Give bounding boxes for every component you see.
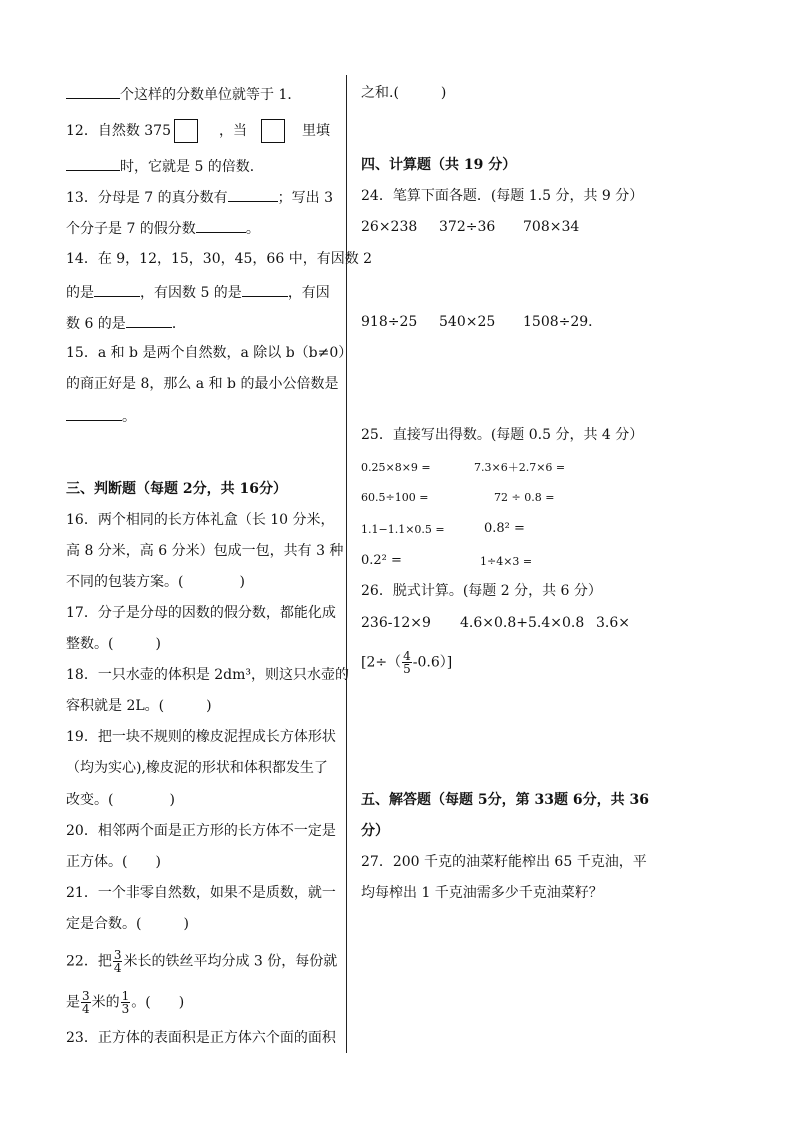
question-20-line1: 20．相邻两个面是正方形的长方体不一定是	[66, 823, 336, 839]
q26-expr-4: [2÷（ $\frac{4}{5}$ -0.6）]	[361, 649, 453, 676]
fraction: $\frac{4}{5}$	[403, 649, 411, 676]
question-16-line2: 高 8 分米，高 6 分米）包成一包，共有 3 种	[66, 543, 344, 559]
question-14-line1: 14．在 9，12，15，30，45，66 中，有因数 2	[66, 251, 373, 267]
fraction: $\frac{3}{4}$	[113, 948, 122, 975]
q25-expr-7: 0.2² =	[361, 553, 402, 568]
q24-expr-3: 708×34	[523, 219, 580, 235]
answer-blank[interactable]	[126, 313, 172, 328]
q26-expr-1: 236-12×9	[361, 615, 431, 631]
fraction: $\frac{1}{3}$	[121, 989, 130, 1016]
q25-expr-3: 60.5÷100 =	[361, 491, 429, 504]
question-25: 25．直接写出得数。(每题 0.5 分，共 4 分）	[361, 427, 644, 443]
answer-blank[interactable]	[242, 282, 288, 297]
question-22-line2: 是 $\frac{3}{4}$ 米的 $\frac{1}{3}$ 。( )	[66, 989, 185, 1016]
question-23-line2: 之和.( )	[361, 85, 447, 101]
question-15-line3: 。	[66, 406, 136, 426]
question-15-line2: 的商正好是 8，那么 a 和 b 的最小公倍数是	[66, 376, 339, 392]
q24-expr-5: 540×25	[439, 314, 496, 330]
question-21-line2: 定是合数。( )	[66, 916, 189, 932]
answer-blank[interactable]	[66, 156, 120, 171]
question-26: 26．脱式计算。(每题 2 分，共 6 分）	[361, 583, 602, 599]
q25-expr-8: 1÷4×3 =	[480, 555, 533, 568]
question-14-line3: 数 6 的是 ．	[66, 313, 186, 333]
q25-expr-6: 0.8² =	[484, 521, 525, 536]
q24-expr-1: 26×238	[361, 219, 418, 235]
q24-expr-4: 918÷25	[361, 314, 418, 330]
question-23-line1: 23．正方体的表面积是正方体六个面的面积	[66, 1030, 336, 1046]
question-15-line1: 15．a 和 b 是两个自然数，a 除以 b（b≠0）	[66, 345, 353, 361]
question-16-line3: 不同的包装方案。( )	[66, 574, 245, 590]
question-17-line2: 整数。( )	[66, 636, 161, 652]
question-27-line2: 均每榨出 1 千克油需多少千克油菜籽？	[361, 885, 603, 901]
q25-expr-4: 72 ÷ 0.8 =	[494, 491, 555, 504]
q25-expr-1: 0.25×8×9 =	[361, 461, 431, 474]
section-5-heading-line2: 分）	[361, 823, 389, 839]
question-19-line2: （均为实心),橡皮泥的形状和体积都发生了	[66, 760, 328, 776]
question-16-line1: 16．两个相同的长方体礼盒（长 10 分米，	[66, 512, 335, 528]
question-13-line1: 13．分母是 7 的真分数有 ；写出 3	[66, 187, 333, 207]
question-18-line1: 18．一只水壶的体积是 2dm³，则这只水壶的	[66, 667, 350, 683]
intro-line: 个这样的分数单位就等于 1．	[66, 84, 301, 104]
section-4-heading: 四、计算题（共 19 分）	[361, 157, 517, 173]
q24-expr-6: 1508÷29．	[523, 314, 603, 330]
answer-blank[interactable]	[66, 84, 120, 99]
fraction: $\frac{3}{4}$	[82, 989, 90, 1016]
q24-expr-2: 372÷36	[439, 219, 496, 235]
question-18-line2: 容积就是 2L。( )	[66, 698, 212, 714]
answer-blank[interactable]	[228, 187, 278, 202]
q25-expr-5: 1.1−1.1×0.5 =	[361, 523, 445, 536]
section-5-heading-line1: 五、解答题（每题 5分，第 33题 6分，共 36	[361, 792, 649, 808]
digit-box[interactable]	[261, 119, 285, 143]
section-3-heading: 三、判断题（每题 2分，共 16分）	[66, 481, 287, 497]
question-22-line1: 22．把 $\frac{3}{4}$ 米长的铁丝平均分成 3 份，每份就	[66, 948, 338, 975]
q26-expr-3: 3.6×	[596, 615, 630, 631]
question-21-line1: 21．一个非零自然数，如果不是质数，就一	[66, 885, 336, 901]
question-13-line2: 个分子是 7 的假分数 。	[66, 218, 260, 238]
answer-blank[interactable]	[196, 218, 246, 233]
answer-blank[interactable]	[66, 406, 122, 421]
question-17-line1: 17．分子是分母的因数的假分数，都能化成	[66, 605, 336, 621]
q25-expr-2: 7.3×6＋2.7×6 =	[474, 461, 566, 474]
question-24: 24．笔算下面各题．(每题 1.5 分，共 9 分）	[361, 188, 644, 204]
question-19-line1: 19．把一块不规则的橡皮泥捏成长方体形状	[66, 729, 336, 745]
q26-expr-2: 4.6×0.8+5.4×0.8	[460, 615, 585, 631]
question-20-line2: 正方体。( )	[66, 854, 161, 870]
question-12-line2: 时，它就是 5 的倍数．	[66, 156, 264, 176]
question-12-line1: 12．自然数 375 ，当 里填	[66, 119, 330, 143]
column-divider	[346, 75, 347, 1053]
question-19-line3: 改变。( )	[66, 792, 175, 808]
question-27-line1: 27．200 千克的油菜籽能榨出 65 千克油，平	[361, 854, 647, 870]
digit-box[interactable]	[174, 119, 198, 143]
question-14-line2: 的是 ，有因数 5 的是 ，有因	[66, 282, 330, 302]
answer-blank[interactable]	[94, 282, 140, 297]
